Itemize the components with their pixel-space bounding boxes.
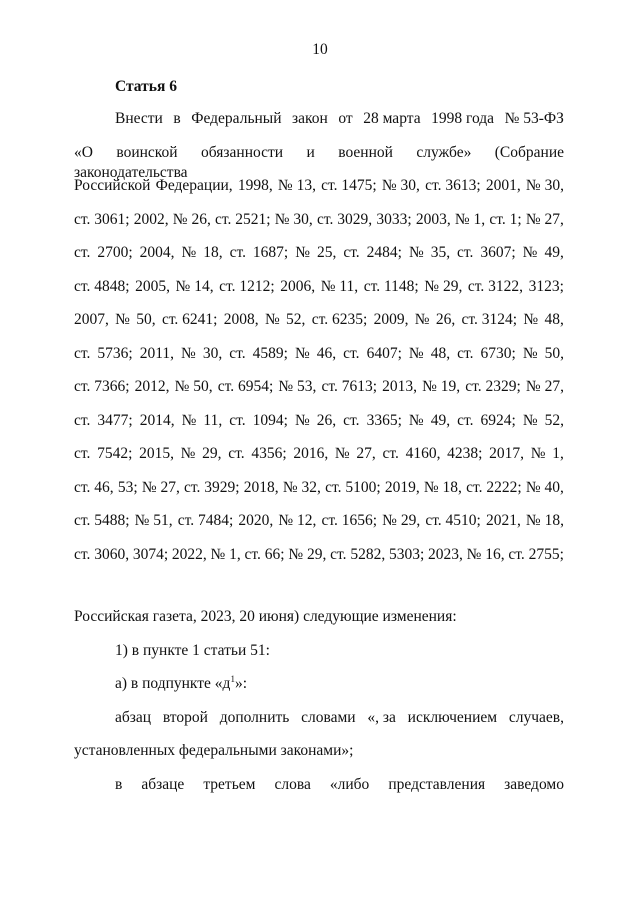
word: 11,: [203, 412, 223, 429]
word: 2019,: [384, 479, 420, 496]
word: 27,: [356, 445, 376, 462]
word: 3074;: [132, 546, 169, 563]
word: 2020,: [238, 512, 274, 529]
word: ст. 5282,: [330, 546, 386, 563]
word: ст. 3061;: [74, 211, 130, 228]
word: 48,: [544, 311, 564, 328]
word: 46,: [316, 345, 337, 362]
word: 2002,: [133, 211, 169, 228]
word: 50,: [544, 345, 564, 362]
word: ст. 1212;: [219, 278, 275, 295]
word: 3033;: [376, 211, 412, 228]
word: 2008,: [223, 311, 259, 328]
word: ст. 4848;: [74, 278, 130, 295]
item-1: 1) в пункте 1 статьи 51:: [115, 642, 270, 659]
word: абзац: [115, 709, 152, 726]
abzac-line-2: установленных федеральными законами»;: [74, 742, 354, 759]
word: Федеральный: [191, 110, 282, 127]
paragraph-line: [74, 511, 564, 531]
word: 2014,: [139, 412, 175, 429]
word: 48,: [430, 345, 451, 362]
word: № 27,: [525, 211, 564, 228]
word: ст. 46,: [74, 479, 114, 496]
word: № 12,: [278, 512, 317, 529]
word: 2013,: [382, 378, 418, 395]
word: ст.: [74, 412, 91, 429]
word: ст.: [343, 412, 360, 429]
word: ст. 2222;: [466, 479, 522, 496]
word: 49,: [430, 412, 451, 429]
word: № 29,: [424, 278, 463, 295]
word: ст. 2521;: [215, 211, 271, 228]
paragraph-line: [74, 478, 564, 498]
word: 1094;: [252, 412, 288, 429]
word: заведомо: [504, 776, 564, 793]
word: №: [334, 445, 350, 462]
word: 1687;: [252, 244, 289, 261]
word: 2015,: [139, 445, 174, 462]
word: 2009,: [373, 311, 409, 328]
word: 1998 года: [431, 110, 495, 127]
word: ст. 4510;: [425, 512, 481, 529]
word: ст. 7366;: [74, 378, 130, 395]
word: ст.: [229, 244, 246, 261]
word: ст. 7484;: [177, 512, 234, 529]
word: 4238;: [447, 445, 483, 462]
word: № 11,: [320, 278, 359, 295]
paragraph-line: [74, 310, 564, 330]
word: № 40,: [525, 479, 564, 496]
subitem-a-prefix: а) в подпункте «д: [115, 675, 231, 692]
word: 2022,: [171, 546, 207, 563]
word: ст.: [457, 244, 474, 261]
word: 6730;: [480, 345, 516, 362]
word: 4589;: [252, 345, 288, 362]
word: 2018,: [243, 479, 279, 496]
word: 6924;: [480, 412, 516, 429]
word: ст. 6241;: [161, 311, 218, 328]
word: 5303;: [388, 546, 425, 563]
word: №: [522, 412, 538, 429]
word: исключением: [407, 709, 498, 726]
abzac-third-line: [115, 775, 564, 795]
word: ст. 2755;: [508, 546, 564, 563]
word: № 30,: [381, 177, 420, 194]
word: 50,: [136, 311, 156, 328]
word: 3365;: [366, 412, 402, 429]
word: №: [180, 445, 196, 462]
word: «либо: [329, 776, 370, 793]
word: 2011,: [139, 345, 175, 362]
word: ст. 5100;: [325, 479, 381, 496]
word: ст. 3613;: [425, 177, 481, 194]
word: №: [414, 311, 430, 328]
paragraph-last-line: Российская газета, 2023, 20 июня) следующие изменения:: [74, 608, 457, 625]
word: ст. 3060,: [74, 546, 130, 563]
word: №: [530, 445, 546, 462]
word: ст. 1;: [489, 211, 522, 228]
word: ст.: [74, 445, 91, 462]
word: абзаце: [141, 776, 185, 793]
word: в: [115, 776, 123, 793]
subitem-a: [115, 674, 247, 694]
word: ст. 1475;: [321, 177, 377, 194]
word: №: [408, 244, 424, 261]
word: 2700;: [97, 244, 133, 261]
word: 26,: [435, 311, 456, 328]
word: 18,: [203, 244, 223, 261]
word: Российской: [74, 177, 151, 194]
word: ст.: [229, 345, 246, 362]
word: 53;: [117, 479, 138, 496]
word: № 1,: [210, 546, 241, 563]
word: 2006,: [280, 278, 316, 295]
word: №: [294, 412, 310, 429]
word: 2003,: [415, 211, 451, 228]
word: № 18,: [525, 512, 564, 529]
paragraph-line: [74, 411, 564, 431]
word: 3607;: [480, 244, 516, 261]
word: ст.: [382, 445, 399, 462]
word: №: [295, 244, 310, 261]
word: № 14,: [175, 278, 214, 295]
word: №: [522, 244, 538, 261]
word: 1,: [552, 445, 564, 462]
word: 52,: [544, 412, 564, 429]
word: № 13,: [277, 177, 316, 194]
abzac-line-1: [115, 708, 564, 728]
word: ст. 3122,: [467, 278, 524, 295]
word: ст. 1148;: [363, 278, 419, 295]
word: 2005,: [135, 278, 170, 295]
article-title: Статья 6: [115, 78, 177, 95]
word: 2016,: [293, 445, 329, 462]
word: ст. 66;: [244, 546, 285, 563]
word: ст.: [74, 244, 91, 261]
word: № 53-ФЗ: [504, 110, 564, 127]
word: № 29,: [288, 546, 327, 563]
word: 3123;: [528, 278, 564, 295]
word: 35,: [430, 244, 451, 261]
word: 49,: [544, 244, 564, 261]
word: 26,: [316, 412, 337, 429]
word: ст.: [457, 345, 474, 362]
paragraph-line: [115, 109, 564, 129]
page-number: 10: [312, 41, 328, 58]
word: 2017,: [489, 445, 525, 462]
word: №: [115, 311, 130, 328]
word: №: [181, 345, 196, 362]
word: 2012,: [134, 378, 170, 395]
word: закон: [292, 110, 328, 127]
word: 4356;: [251, 445, 287, 462]
word: от: [338, 110, 353, 127]
word: 30,: [202, 345, 223, 362]
word: 3477;: [97, 412, 133, 429]
word: №: [408, 345, 424, 362]
subitem-a-suffix: »:: [234, 675, 247, 692]
word: 25,: [316, 244, 337, 261]
word: №: [523, 311, 539, 328]
word: ст.: [457, 412, 474, 429]
word: 2021,: [485, 512, 521, 529]
word: 2007,: [74, 311, 109, 328]
word: третьем: [203, 776, 256, 793]
word: ст. 1656;: [321, 512, 378, 529]
word: ст. 6235;: [311, 311, 368, 328]
paragraph-line: [74, 545, 564, 565]
word: 28 марта: [363, 110, 421, 127]
word: представления: [388, 776, 486, 793]
word: 29,: [202, 445, 222, 462]
word: слова: [274, 776, 311, 793]
word: 52,: [286, 311, 306, 328]
word: №: [181, 412, 197, 429]
paragraph-line: [74, 243, 564, 263]
word: № 51,: [134, 512, 173, 529]
word: 6407;: [366, 345, 402, 362]
word: ст.: [229, 412, 246, 429]
word: № 32,: [282, 479, 321, 496]
word: № 19,: [422, 378, 461, 395]
word: 5736;: [97, 345, 133, 362]
word: № 30,: [274, 211, 313, 228]
paragraph-line: [74, 377, 564, 397]
word: второй: [162, 709, 208, 726]
word: ст. 5488;: [74, 512, 130, 529]
word: № 26,: [172, 211, 211, 228]
word: ст.: [228, 445, 245, 462]
word: № 1,: [454, 211, 486, 228]
word: №: [181, 244, 197, 261]
word: ст. 3124;: [461, 311, 518, 328]
word: №: [294, 345, 310, 362]
word: № 16,: [466, 546, 505, 563]
word: № 30,: [525, 177, 564, 194]
subitem-a-superscript: 1: [230, 673, 235, 684]
word: 2004,: [139, 244, 175, 261]
word: №: [408, 412, 424, 429]
word: № 29,: [382, 512, 421, 529]
word: ст. 3929;: [184, 479, 240, 496]
word: 7542;: [97, 445, 133, 462]
word: № 50,: [174, 378, 213, 395]
word: ст.: [343, 345, 360, 362]
word: №: [264, 311, 280, 328]
word: 2023,: [428, 546, 463, 563]
word: 1998,: [237, 177, 273, 194]
word: ст.: [343, 244, 360, 261]
word: Федерации,: [155, 177, 233, 194]
word: ст. 6954;: [217, 378, 274, 395]
word: словами: [301, 709, 356, 726]
word: в: [173, 110, 181, 127]
word: Внести: [115, 110, 163, 127]
word: «О воинской обязанности и военной службе» (Собрание законодательства: [74, 144, 564, 181]
word: № 53,: [278, 378, 317, 395]
word: 4160,: [405, 445, 441, 462]
word: № 27,: [525, 378, 564, 395]
word: № 27,: [141, 479, 180, 496]
word: 2001,: [485, 177, 521, 194]
paragraph-line: [74, 277, 564, 297]
word: №: [522, 345, 538, 362]
word: № 18,: [423, 479, 462, 496]
word: дополнить: [219, 709, 290, 726]
word: случаев,: [508, 709, 564, 726]
paragraph-line: [74, 444, 564, 464]
word: «, за: [367, 709, 396, 726]
word: ст. 3029,: [317, 211, 373, 228]
paragraph-line: [74, 344, 564, 364]
word: ст. 2329;: [465, 378, 521, 395]
paragraph-line: [74, 176, 564, 196]
word: 2484;: [366, 244, 402, 261]
word: ст.: [74, 345, 91, 362]
word: ст. 7613;: [321, 378, 378, 395]
paragraph-line: [74, 210, 564, 230]
